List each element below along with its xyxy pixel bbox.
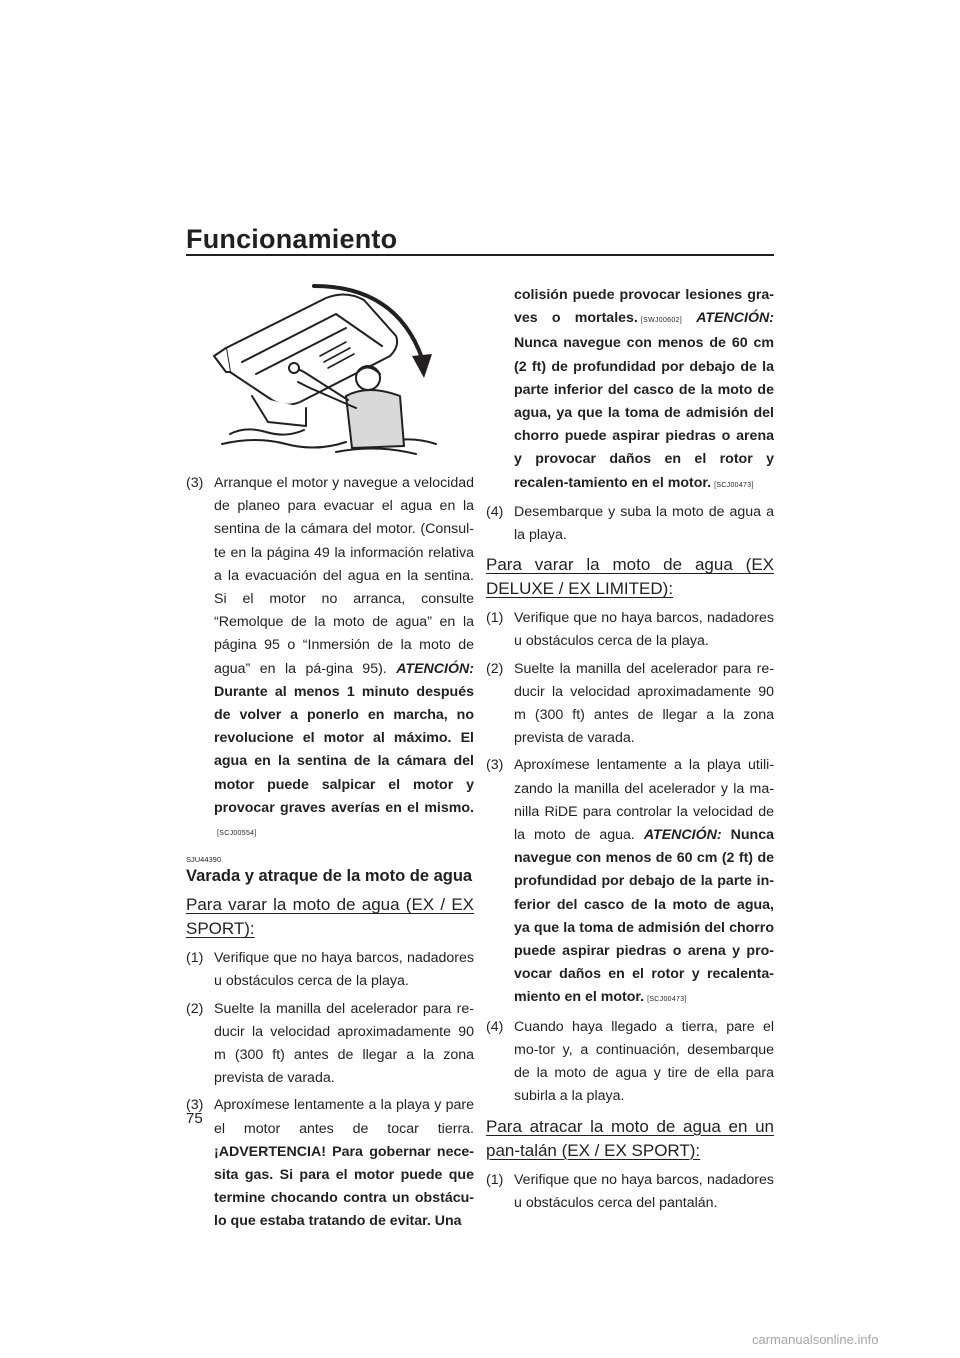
step-number: (2) (486, 660, 504, 677)
beach-heading: Para varar la moto de agua (EX / EX SPORT): (186, 895, 474, 939)
deluxe-heading: Para varar la moto de agua (EX DELUXE / EX LIMITED): (486, 555, 774, 599)
caution-label: ATENCIÓN: (643, 827, 722, 844)
step-number: (4) (486, 503, 504, 520)
page-header-title: Funcionamiento (186, 224, 398, 254)
caution-label: ATENCIÓN: (396, 660, 474, 677)
step-text: Verifique que no haya barcos, nadadores u obstáculos cerca de la playa. (514, 610, 774, 650)
watermark-link[interactable]: carmanualsonline.info (752, 1332, 879, 1347)
warning-continuation (486, 284, 774, 497)
beach-step-4 (486, 501, 774, 547)
step-number: (2) (186, 1000, 204, 1017)
caution-code: [SCJ00473] (714, 481, 754, 489)
warning-cont-text: colisión puede provocar lesiones gra-ves o mortales. (514, 287, 774, 327)
warning-text: ¡ADVERTENCIA! Para gobernar nece-sita gas. Si para el motor puede que termine chocando contra un obstácu-lo que estaba tratando de evitar. Una (214, 1143, 474, 1230)
step-text: Desembarque y suba la moto de agua a la playa. (514, 503, 774, 544)
caution-label: ATENCIÓN: (696, 310, 774, 327)
warning-code: [SWJ00602] (640, 317, 682, 325)
step-text: Aproxímese lentamente a la playa utili-zando la manilla del acelerador y la ma-nilla RiDE para controlar la velocidad de la moto de agua. (514, 757, 774, 844)
dock-heading: Para atracar la moto de agua en un pan-talán (EX / EX SPORT): (486, 1116, 774, 1160)
page-number: 75 (186, 1110, 203, 1127)
step-text: Suelte la manilla del acelerador para re-ducir la velocidad aproximadamente 90 m (300 ft) antes de llegar a la zona prevista de varada. (214, 1000, 474, 1087)
step-text: Verifique que no haya barcos, nadadores u obstáculos cerca de la playa. (214, 950, 474, 990)
dock-step-1 (486, 1169, 774, 1215)
step-text: Verifique que no haya barcos, nadadores u obstáculos cerca del pantalán. (514, 1171, 774, 1211)
watercraft-righting-illustration (186, 276, 474, 472)
caution-text: Durante al menos 1 minuto después de volver a ponerlo en marcha, no revolucione el motor al máximo. El agua en la sentina de la cámara del motor puede salpicar el motor y provocar graves averías en el mismo. (214, 683, 474, 816)
section-title: Varada y atraque de la moto de agua (186, 867, 473, 886)
deluxe-step-4 (486, 1016, 774, 1109)
step-number: (3) (186, 475, 204, 491)
step-number: (1) (486, 610, 504, 627)
caution-code: [SCJ00473] (647, 996, 687, 1004)
deluxe-step-2 (486, 658, 774, 751)
caution-code: [SCJ00554] (217, 830, 257, 838)
beach-step-1 (186, 947, 474, 993)
right-column (486, 284, 774, 1219)
caution-text: Nunca navegue con menos de 60 cm (2 ft) de profundidad por debajo de la parte in-ferior del casco de la moto de agua, ya que la toma de admisión del chorro puede aspirar piedras o arena y pro-vocar daños en el rotor y recalenta-miento en el motor. (514, 827, 774, 1006)
step-3-restart (186, 472, 474, 845)
section-code: SJU44390 (186, 855, 222, 865)
beach-step-2 (186, 998, 474, 1091)
step-text: Cuando haya llegado a tierra, pare el mo-tor y, a continuación, desembarque de la moto de agua y tire de ella para subirla a la playa. (514, 1018, 774, 1105)
step-text: Arranque el motor y navegue a velocidad de planeo para evacuar el agua en la sentina de la cámara del motor. (Consul-te en la página 49 la información relativa a la evacuación del agua en la sentina. Si el motor no arranca, consulte “Remolque de la moto de agua” en la página 95 o “Inmersión de la moto de agua” en la pá-gina 95). (214, 475, 474, 677)
step-number: (3) (186, 1097, 204, 1114)
beach-step-3 (186, 1094, 474, 1233)
step-text: Aproxímese lentamente a la playa y pare el motor antes de tocar tierra. (214, 1097, 474, 1137)
step-number: (4) (486, 1018, 504, 1035)
step-text: Suelte la manilla del acelerador para re-ducir la velocidad aproximadamente 90 m (300 ft) antes de llegar a la zona prevista de varada. (514, 660, 774, 747)
left-column (186, 472, 474, 1238)
step-number: (1) (486, 1171, 504, 1188)
caution-text: Nunca navegue con menos de 60 cm (2 ft) de profundidad por debajo de la parte inferior del casco de la moto de agua, ya que la toma de admisión del chorro puede aspirar piedras o arena y provocar daños en el rotor y recalen-tamiento en el motor. (514, 335, 774, 491)
header-rule (186, 254, 774, 256)
step-number: (1) (186, 950, 204, 967)
step-number: (3) (486, 757, 504, 774)
deluxe-step-1 (486, 607, 774, 653)
deluxe-step-3 (486, 754, 774, 1011)
